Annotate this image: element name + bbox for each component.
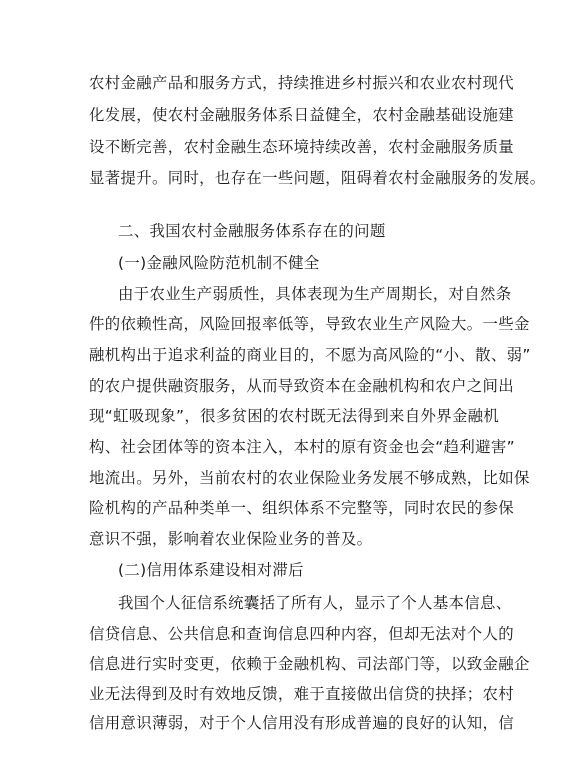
section-heading: 二、我国农村金融服务体系存在的问题 bbox=[118, 222, 386, 240]
paragraph-2-line: 构、社会团体等的资本注入，本村的原有资金也会“趋利避害” bbox=[89, 438, 515, 456]
paragraph-2-line: 件的依赖性高，风险回报率低等，导致农业生产风险大。一些金 bbox=[89, 315, 530, 333]
paragraph-1-line: 设不断完善，农村金融生态环境持续改善，农村金融服务质量 bbox=[89, 138, 514, 156]
paragraph-3-line: 信息进行实时变更，依赖于金融机构、司法部门等，以致金融企 bbox=[89, 655, 530, 673]
paragraph-2-line: 意识不强，影响着农业保险业务的普及。 bbox=[89, 530, 373, 548]
paragraph-1-line: 化发展，使农村金融服务体系日益健全，农村金融基础设施建 bbox=[89, 106, 514, 124]
subsection-2-heading: (二)信用体系建设相对滞后 bbox=[118, 561, 304, 579]
paragraph-3-line: 业无法得到及时有效地反馈，难于直接做出信贷的抉择；农村 bbox=[89, 685, 514, 703]
paragraph-2-line: 地流出。另外，当前农村的农业保险业务发展不够成熟，比如保 bbox=[89, 469, 530, 487]
paragraph-1-line: 显著提升。同时，也存在一些问题，阻碍着农村金融服务的发展。 bbox=[89, 169, 546, 187]
paragraph-3-line: 我国个人征信系统囊括了所有人，显示了个人基本信息、 bbox=[118, 594, 512, 612]
paragraph-2-line: 的农户提供融资服务，从而导致资本在金融机构和农户之间出 bbox=[89, 377, 514, 395]
subsection-1-heading: (一)金融风险防范机制不健全 bbox=[118, 254, 320, 272]
paragraph-3-line: 信贷信息、公共信息和查询信息四种内容，但却无法对个人的 bbox=[89, 625, 514, 643]
paragraph-2-line: 融机构出于追求利益的商业目的，不愿为高风险的“小、散、弱” bbox=[89, 346, 531, 364]
paragraph-2-line: 由于农业生产弱质性，具体表现为生产周期长，对自然条 bbox=[118, 285, 512, 303]
paragraph-3-line: 信用意识薄弱，对于个人信用没有形成普遍的良好的认知，信 bbox=[89, 714, 514, 732]
paragraph-2-line: 现“虹吸现象”，很多贫困的农村既无法得到来自外界金融机 bbox=[89, 407, 500, 425]
paragraph-1-line: 农村金融产品和服务方式，持续推进乡村振兴和农业农村现代 bbox=[89, 74, 514, 92]
paragraph-2-line: 险机构的产品种类单一、组织体系不完整等，同时农民的参保 bbox=[89, 499, 514, 517]
